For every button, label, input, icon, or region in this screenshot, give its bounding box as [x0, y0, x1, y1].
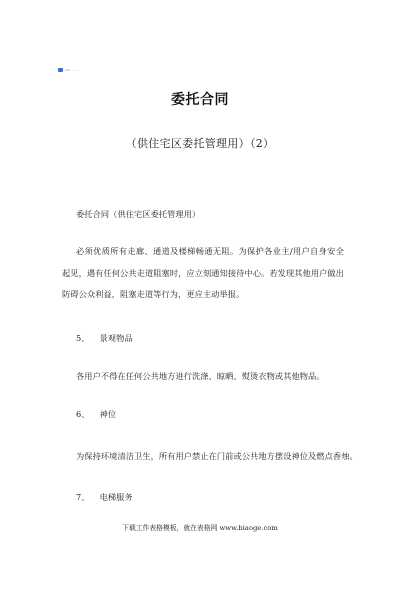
page-footer: 下载工作表格模板，就在表格网 www.biaoge.com	[122, 524, 278, 532]
document-title: 委托合同	[171, 92, 229, 108]
logo-text: bzx — —	[65, 68, 79, 72]
logo	[58, 67, 78, 73]
section-heading-text: 神位	[99, 409, 117, 419]
section-number: 6、	[76, 409, 90, 419]
section-heading-text: 电梯服务	[99, 492, 133, 502]
body-paragraph: 必须优质所有走廊、通道及楼梯畅通无阻。为保护各业主/用户自身安全起见，遇有任何公共走道阻塞时，应立刻通知接待中心。若发现其他用户做出防碍公众利益，阻塞走道等行为，更应主动举报。	[62, 246, 344, 299]
section-text-6: 为保持环境清洁卫生，所有用户禁止在门前或公共地方摆设神位及燃点香烛。	[76, 451, 358, 461]
section-heading-5	[76, 328, 358, 350]
intro-line: 委托合同（供住宅区委托管理用）	[76, 209, 201, 219]
section-heading-7	[76, 487, 358, 509]
section-heading-text: 景观物品	[99, 333, 133, 343]
logo-icon	[58, 68, 63, 72]
document-subtitle: （供住宅区委托管理用）（2）	[125, 137, 275, 150]
section-text-5: 各用户不得在任何公共地方进行洗涤、晾晒、熨烫衣物或其他物品。	[76, 371, 325, 381]
section-number: 5、	[76, 333, 90, 343]
section-heading-6	[76, 404, 358, 426]
section-number: 7、	[76, 492, 90, 502]
